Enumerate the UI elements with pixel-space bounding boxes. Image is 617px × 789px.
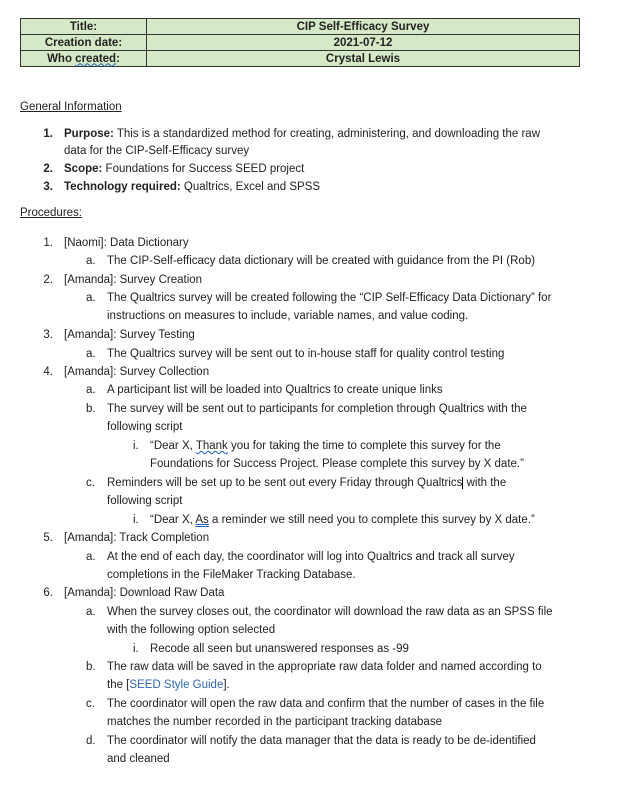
list-number: 1. bbox=[43, 128, 53, 140]
step-number: 6. bbox=[43, 587, 53, 599]
script-text: “Dear X, bbox=[150, 514, 196, 526]
step-title: [Naomi]: Data Dictionary bbox=[64, 237, 189, 249]
sub-text-part: Reminders will be set up to be sent out every Friday through Qualtrics bbox=[107, 477, 463, 489]
step-number: 2. bbox=[43, 274, 53, 286]
header-row-author bbox=[21, 51, 580, 67]
script-text: a reminder we still need you to complete this survey by X date.” bbox=[208, 514, 535, 526]
step-title: [Amanda]: Download Raw Data bbox=[64, 587, 225, 599]
subsub-numeral: i. bbox=[133, 440, 139, 452]
list-label: Technology required: bbox=[64, 181, 181, 193]
sub-letter: b. bbox=[86, 661, 96, 673]
sub-text-cont: and cleaned bbox=[107, 753, 170, 765]
sub-text-cont: following script bbox=[107, 495, 183, 507]
sub-text-cont bbox=[107, 677, 230, 693]
list-text-part: This is a standardized method for creating, administering, and downloading the raw bbox=[113, 128, 541, 140]
sub-text: The coordinator will open the raw data and confirm that the number of cases in the file bbox=[107, 698, 545, 710]
subsub-numeral: i. bbox=[133, 514, 139, 526]
step-number: 4. bbox=[43, 366, 53, 378]
step-title: [Amanda]: Track Completion bbox=[64, 532, 210, 544]
script-text: “Dear X, bbox=[150, 440, 196, 452]
sub-text: The survey will be sent out to participants for completion through Qualtrics with the bbox=[107, 403, 527, 415]
list-number: 3. bbox=[43, 181, 53, 193]
sub-text: The Qualtrics survey will be created following the “CIP Self-Efficacy Data Dictionary” for bbox=[107, 292, 552, 304]
sub-text: The raw data will be saved in the appropriate raw data folder and named according to bbox=[107, 661, 542, 673]
script-squiggle: As bbox=[195, 514, 209, 526]
header-key-prefix: Who bbox=[47, 52, 76, 65]
sub-letter: a. bbox=[86, 551, 96, 563]
sub-text: At the end of each day, the coordinator will log into Qualtrics and track all survey bbox=[107, 551, 515, 563]
list-text bbox=[64, 179, 320, 195]
header-row-date bbox=[21, 35, 580, 51]
header-key: Title: bbox=[21, 19, 147, 35]
header-key: Creation date: bbox=[21, 35, 147, 51]
subsub-text bbox=[150, 438, 501, 454]
general-heading: General Information bbox=[20, 101, 122, 113]
list-text bbox=[64, 161, 304, 177]
subsub-text bbox=[150, 512, 535, 528]
sub-text-part: with the bbox=[463, 477, 507, 489]
sub-letter: c. bbox=[86, 698, 95, 710]
sub-text: The coordinator will notify the data manager that the data is ready to be de-identified bbox=[107, 735, 536, 747]
procedures-heading: Procedures: bbox=[20, 207, 83, 219]
list-text-part: Qualtrics, Excel and SPSS bbox=[180, 181, 321, 193]
step-title: [Amanda]: Survey Testing bbox=[64, 329, 195, 341]
sub-text: The CIP-Self-efficacy data dictionary will be created with guidance from the PI (Rob) bbox=[107, 255, 536, 267]
list-text-cont: data for the CIP-Self-Efficacy survey bbox=[64, 145, 250, 157]
sub-letter: a. bbox=[86, 348, 96, 360]
header-key-squiggle: created bbox=[75, 52, 117, 65]
sub-text-cont: instructions on measures to include, variable names, and value coding. bbox=[107, 310, 469, 322]
step-title: [Amanda]: Survey Creation bbox=[64, 274, 203, 286]
header-value: CIP Self-Efficacy Survey bbox=[147, 19, 580, 35]
subsub-numeral: i. bbox=[133, 643, 139, 655]
subsub-text-cont: Foundations for Success Project. Please complete this survey by X date.” bbox=[150, 458, 524, 470]
document-header-table bbox=[20, 18, 580, 67]
sub-text: A participant list will be loaded into Qualtrics to create unique links bbox=[107, 384, 443, 396]
step-number: 3. bbox=[43, 329, 53, 341]
subsub-text: Recode all seen but unanswered responses as -99 bbox=[150, 643, 409, 655]
sub-letter: a. bbox=[86, 292, 96, 304]
list-text bbox=[64, 126, 540, 142]
sub-text-cont: matches the number recorded in the participant tracking database bbox=[107, 716, 442, 728]
sub-text-cont: following script bbox=[107, 421, 183, 433]
header-value: Crystal Lewis bbox=[147, 51, 580, 67]
seed-style-guide-link[interactable]: SEED Style Guide bbox=[129, 679, 224, 691]
header-value: 2021-07-12 bbox=[147, 35, 580, 51]
sub-text: The Qualtrics survey will be sent out to in-house staff for quality control testing bbox=[107, 348, 505, 360]
header-key bbox=[21, 51, 147, 67]
sub-text-cont: completions in the FileMaker Tracking Database. bbox=[107, 569, 356, 581]
step-number: 1. bbox=[43, 237, 53, 249]
script-squiggle: Thank bbox=[195, 440, 228, 452]
sub-text: When the survey closes out, the coordinator will download the raw data as an SPSS file bbox=[107, 606, 553, 618]
sub-letter: a. bbox=[86, 384, 96, 396]
sub-letter: a. bbox=[86, 606, 96, 618]
script-text: you for taking the time to complete this survey for the bbox=[227, 440, 501, 452]
sub-text-part: ]. bbox=[223, 679, 230, 691]
sub-letter: a. bbox=[86, 255, 96, 267]
list-label: Purpose: bbox=[64, 128, 114, 140]
sub-text-cont: with the following option selected bbox=[107, 624, 276, 636]
step-title: [Amanda]: Survey Collection bbox=[64, 366, 210, 378]
sub-letter: b. bbox=[86, 403, 96, 415]
sub-letter: d. bbox=[86, 735, 96, 747]
list-number: 2. bbox=[43, 163, 53, 175]
sub-text-part: the [ bbox=[107, 679, 130, 691]
list-text-part: Foundations for Success SEED project bbox=[102, 163, 305, 175]
sub-letter: c. bbox=[86, 477, 95, 489]
list-label: Scope: bbox=[64, 163, 103, 175]
header-key-suffix: : bbox=[116, 52, 120, 65]
sub-text bbox=[107, 475, 506, 491]
step-number: 5. bbox=[43, 532, 53, 544]
header-row-title bbox=[21, 19, 580, 35]
